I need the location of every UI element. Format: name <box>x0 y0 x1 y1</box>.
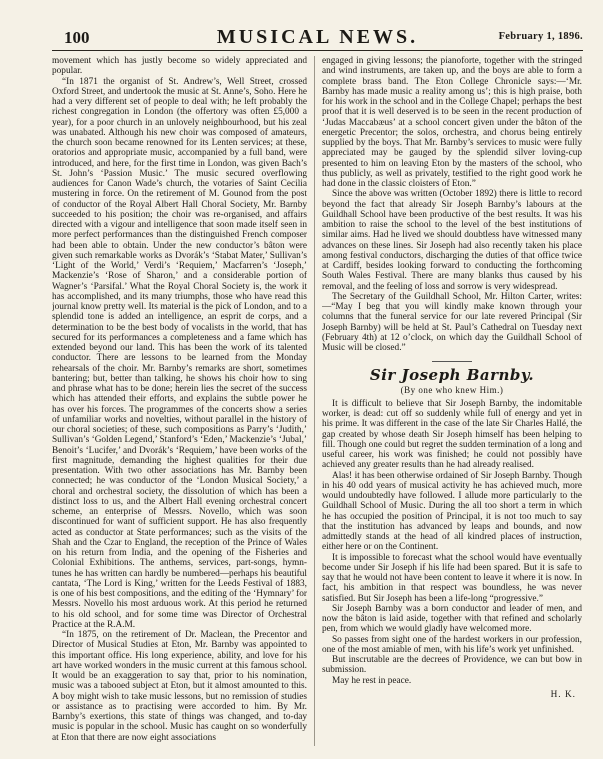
paragraph: Sir Joseph Barnby was a born conductor and leader of men, and now the bâton is laid aside, together with that refined and scholarly pen, from which we would gladly have welcomed more. <box>322 603 582 635</box>
paragraph: Since the above was written (October 1892) there is little to record beyond the fact that already Sir Joseph Barnby’s labours at the Guildhall School have been productive of the best results. It was his ambition to raise the school to the level of the best institutions of similar aims. Had he lived we should doubtless have witnessed many advances on these lines. Sir Joseph had also recently taken his place among festival conductors, discharging the duties of that office twice at Cardiff, besides looking forward to conducting the forthcoming South Wales Festival. There are many blanks thus caused by his removal, and the feeling of loss and sorrow is very widespread. <box>322 189 582 292</box>
paragraph: engaged in giving lessons; the pianoforte, together with the stringed and wind instruments, are taken up, and the boys are able to form a complete brass band. The Eton College Chronicle says:—‘Mr. Barnby has made music a reality among us’; this is high praise, both for his work in the school and in the College Chapel; perhaps the best proof that it is well deserved is to be seen in the recent production of ‘Judas Maccabæus’ at a school concert given under the bâton of the energetic Precentor; the solos, orchestra, and chorus being entirely supplied by the boys. That Mr. Barnby’s services to music were fully appreciated may be gauged by the splendid silver loving-cup presented to him on leaving Eton by the masters of the school, who thus publicly, as well as privately, testified to the right good work he had done in the classic cloisters of Eton.” <box>322 56 582 189</box>
paragraph: Alas! it has been otherwise ordained of Sir Joseph Barnby. Though in his 40 odd years of musical activity he has achieved much, more would undoubtedly have followed. I allude more particularly to the Guildhall School of Music. During the all too short a term in which he has occupied the position of Principal, it is not too much to say that the institution has advanced by leaps and bounds, and now admittedly stands at the head of all kindred places of instruction, either here or on the Continent. <box>322 470 582 553</box>
paragraph: May he rest in peace. <box>332 675 412 686</box>
article-title: Sir Joseph Barnby. <box>369 366 535 385</box>
journal-title: MUSICAL NEWS. <box>216 26 419 48</box>
article-body <box>322 399 582 686</box>
paragraph: “In 1875, on the retirement of Dr. Maclean, the Precentor and Director of Musical Studies at Eton, Mr. Barnby was appointed to this important office. His long experience, ability, and love for his art have worked wonders in the music current at this famous school. It would be an exaggeration to say that, prior to his nomination, music was a tabooed subject at Eton, but it almost amounted to this. A boy might wish to take music lessons, but no remission of studies or assistance as to practising were accorded to him. By Mr. Barnby’s exertions, this state of things was changed, and to-day music is popular in the school. Music has caught on so wonderfully at Eton that there are now eight associations <box>52 630 307 743</box>
paragraph: So passes from sight one of the hardest workers in our profession, one of the most amiable of men, with his life’s work yet unfinished. <box>322 634 582 655</box>
column-divider <box>314 56 315 746</box>
article-byline: (By one who knew Him.) <box>400 384 504 395</box>
header-rule <box>52 50 583 51</box>
page-number: 100 <box>64 28 90 47</box>
left-column <box>52 56 307 746</box>
paragraph: The Secretary of the Guildhall School, Mr. Hilton Carter, writes:—“May I beg that you will kindly make known through your columns that the funeral service for our late revered Principal (Sir Joseph Barnby) will be held at St. Paul’s Cathedral on Tuesday next (February 4th) at 12 o’clock, on which day the Guildhall School of Music will be closed.” <box>322 291 582 353</box>
paragraph: It is difficult to believe that Sir Joseph Barnby, the indomitable worker, is dead: cut off so suddenly while full of energy and yet in his prime. It was different in the case of the late Sir Charles Hallé, the gap created by whose death Sir Joseph himself has been helping to fill. Though one could but regret the sudden termination of a long and useful career, his work was finished; he could not possibly have achieved any greater results than he had already realised. <box>322 398 582 471</box>
page-header <box>52 26 583 48</box>
section-rule <box>432 361 472 362</box>
paragraph: But inscrutable are the decrees of Providence, we can but bow in submission. <box>322 655 582 676</box>
right-column <box>322 56 582 746</box>
article-signoff: H. K. <box>550 689 576 700</box>
paragraph: movement which has justly become so widely appreciated and popular. <box>52 56 307 77</box>
paragraph: “In 1871 the organist of St. Andrew’s, Well Street, crossed Oxford Street, and undertook the music at St. Anne’s, Soho. Here he had a very different set of people to deal with; he left probably the richest congregation in London (the offertory was often £5,000 a year), for a poor church in an unlovely neighbourhood, but his zeal was unabated. Although his new choir was composed of amateurs, the church soon became renowned for its Lenten services; at these, oratorios and appropriate music, accompanied by a full band, were introduced, and here, for the first time in London, was given Bach’s St. John’s ‘Passion Music.’ The music secured overflowing audiences for Canon Wade’s church, the votaries of Saint Cecilia mustering in force. On the retirement of M. Gounod from the post of conductor of the Royal Albert Hall Choral Society, Mr. Barnby succeeded to his position; the choir was re-organised, and affairs directed with a vigour and intelligence that soon made itself seen in more perfect performances than the distinguished French composer had been able to obtain. Under the new conductor’s bâton were given such remarkable works as Dvorák’s ‘Stabat Mater,’ Sullivan’s ‘Light of the World,’ Verdi’s ‘Requiem,’ Macfarren’s ‘Joseph,’ Mackenzie’s ‘Rose of Sharon,’ and a considerable portion of Wagner’s ‘Parsifal.’ What the Royal Choral Society is, the work it has accomplished, and its many triumphs, those who have read this journal know pretty well. Its material is the pick of London, and to a splendid tone is added an intelligence, an esprit de corps, and a determination to be the best body of vocalists in the world, that has secured for its performances a completeness and a fame which has extended beyond our land. This has been the work of its talented conductor. There are lessons to be learned from the Monday rehearsals of the choir. Mr. Barnby’s remarks are short, sometimes bantering; but, better than talking, he shows his choir how to sing and phrase what has to be done; herein lies the secret of the success which has attended their efforts, and explains the subtle power he has over his forces. The programmes of the concerts show a series of unfamiliar works and novelties, without parallel in the history of our choral societies; of these, such compositions as Parry’s ‘Judith,’ Sullivan’s ‘Golden Legend,’ Stanford’s ‘Eden,’ Mackenzie’s ‘Jubal,’ Benoit’s ‘Lucifer,’ and Dvorák’s ‘Requiem,’ have been works of the first magnitude, demanding the highest qualities for their due presentation. With two other associations has Mr. Barnby been connected; he was conductor of the ‘London Musical Society,’ a choral and orchestral society, the dissolution of which has been a distinct loss to us, and the Albert Hall evening orchestral concert scheme, an enterprise of Messrs. Novello, which was soon discontinued for want of sufficient support. He has also frequently acted as conductor at State performances; such as the visits of the Shah and the Czar to England, the reception of the Prince of Wales on his return from India, and the opening of the Fisheries and Colonial Exhibitions. The anthems, services, part-songs, hymn-tunes he has written can hardly be numbered—perhaps his beautiful cantata, ‘The Lord is King,’ written for the Leeds Festival of 1883, is one of his best compositions, and the editing of the ‘Hymnary’ for Messrs. Novello his most arduous work. At this period he returned to his old school, and for some time was Director of Orchestral Practice at the R.A.M. <box>52 76 307 630</box>
issue-date: February 1, 1896. <box>498 31 583 42</box>
right-column-continuation <box>322 56 582 353</box>
paragraph: It is impossible to forecast what the school would have eventually become under Sir Joseph if his life had been spared. But it is safe to say that he would not have been content to leave it where it is now. In fact, his ambition in that respect was boundless, he was never satisfied. But Sir Joseph has been a life-long “progressive.” <box>322 552 582 604</box>
